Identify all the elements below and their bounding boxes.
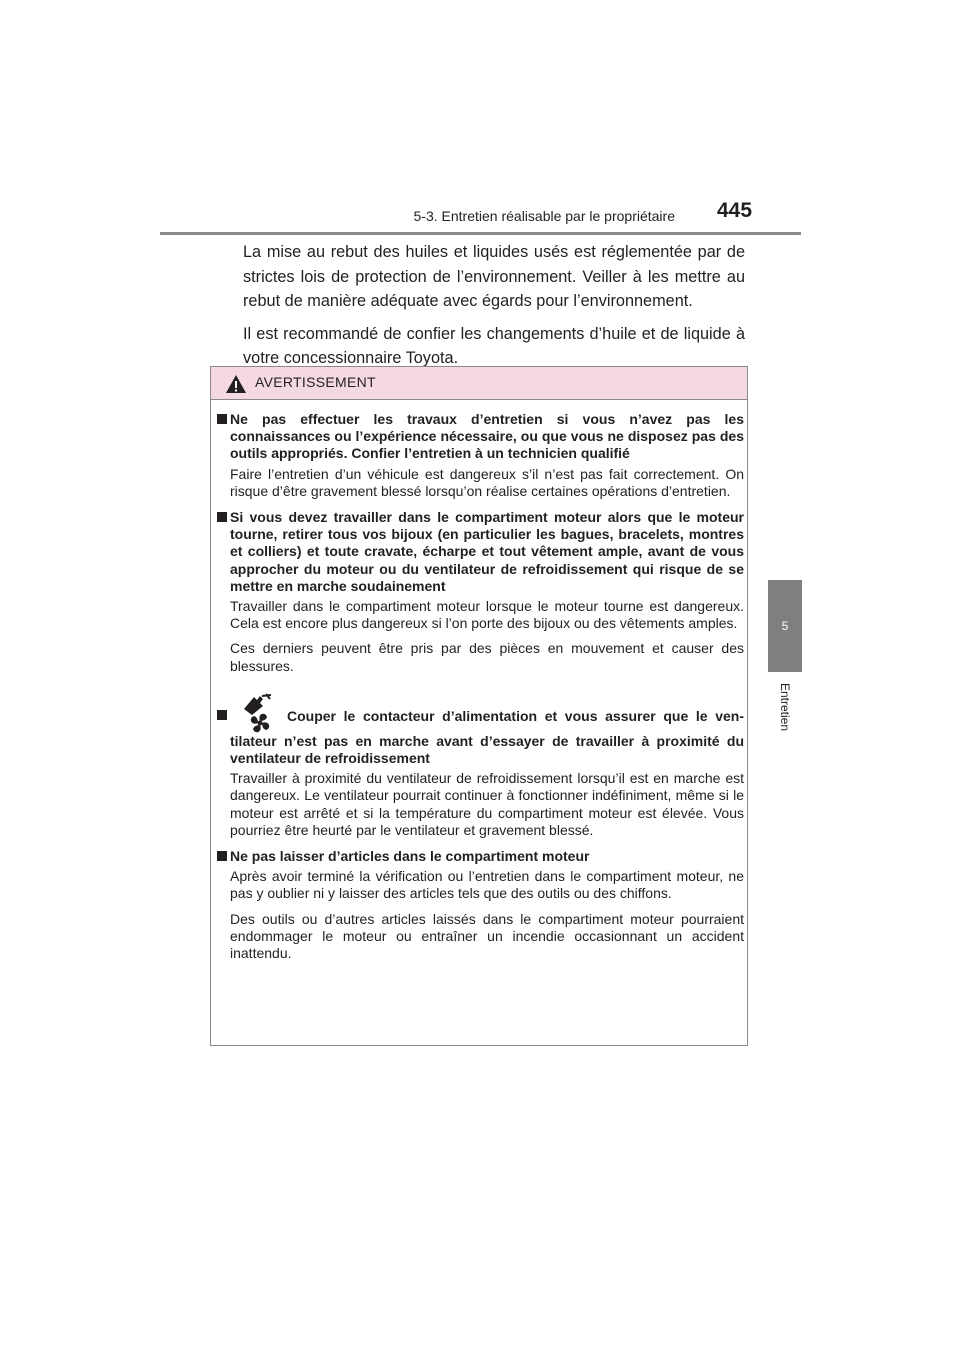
warning-title: AVERTISSEMENT: [255, 374, 376, 390]
intro-paragraph: La mise au rebut des huiles et liquides usés est réglementée par de strictes lois de protection de l’environnement. Veiller à les mettre au rebut de manière adéquate avec égards pour l’environnement.: [243, 243, 745, 310]
warning-triangle-icon: [225, 374, 247, 394]
warning-item-title: Ne pas effectuer les travaux d’entretien si vous n’avez pas les connaissances ou l’expérience nécessaire, ou que vous ne disposez pas des outils appropriés. Confier l’entretien à un technicien qualifié: [217, 411, 744, 463]
fan-hand-warning-icon: [240, 693, 276, 733]
warning-item-text: Travailler à proximité du ventilateur de refroidissement lorsqu’il est en marche est dangereux. Le ventilateur pourrait continuer à fonctionner indéfiniment, même si le moteur est arrêté et si la température du compartiment moteur est élevée. Vous pourriez être heurté par le ventilateur et gravement blessé.: [230, 770, 744, 838]
warning-item-title: Ne pas laisser d’articles dans le compartiment moteur: [217, 848, 744, 865]
warning-item: [217, 693, 744, 839]
warning-header: [211, 367, 747, 400]
header-divider: [160, 232, 801, 235]
warning-item-title: Couper le contacteur d’alimentation et vous assurer que le ven-: [217, 693, 744, 733]
warning-item-text: Après avoir terminé la vérification ou l’entretien dans le compartiment moteur, ne pas y oublier ni y laisser des articles tels que des outils ou des chiffons.: [230, 868, 744, 902]
bullet-square-icon: [217, 512, 227, 522]
bullet-square-icon: [217, 414, 227, 424]
warning-item-text: Faire l’entretien d’un véhicule est dangereux s’il n’est pas fait correctement. On risque d’être gravement blessé lorsqu’on réalise certaines opérations d’entretien.: [230, 465, 744, 499]
warning-item-text: Ces derniers peuvent être pris par des pièces en mouvement et causer des blessures.: [230, 640, 744, 674]
warning-item-text: Des outils ou d’autres articles laissés dans le compartiment moteur pourraient endommager le moteur ou entraîner un incendie occasionnant un accident inattendu.: [230, 910, 744, 962]
page-number: 445: [717, 199, 753, 222]
warning-item: [217, 848, 744, 962]
chapter-label: Entretien: [778, 682, 792, 732]
bullet-square-icon: [217, 710, 227, 720]
bullet-square-icon: [217, 851, 227, 861]
warning-item: [217, 411, 744, 500]
warning-item-title-continued: tilateur n’est pas en marche avant d’essayer de travailler à proximité du ventilateur de refroidissement: [230, 732, 744, 767]
section-header: 5-3. Entretien réalisable par le propriétaire: [413, 208, 675, 224]
chapter-number: 5: [781, 619, 789, 633]
warning-body: [217, 411, 744, 971]
warning-box: [210, 366, 748, 1046]
warning-item-title: Si vous devez travailler dans le compartiment moteur alors que le moteur tourne, retirer tous vos bijoux (en particulier les bagues, bracelets, montres et colliers) et toute cravate, écharpe et tout vêtement ample, avant de vous approcher du moteur ou du ventilateur de refroidissement qui risque de se mettre en marche soudainement: [217, 509, 744, 595]
chapter-tab[interactable]: [768, 580, 802, 672]
warning-item: [217, 509, 744, 675]
intro-text: [243, 240, 745, 379]
warning-item-text: Travailler dans le compartiment moteur lorsque le moteur tourne est dangereux. Cela est encore plus dangereux si l’on porte des bijoux ou des vêtements amples.: [230, 598, 744, 632]
intro-paragraph: Il est recommandé de confier les changements d’huile et de liquide à votre concessionnaire Toyota.: [243, 324, 745, 367]
